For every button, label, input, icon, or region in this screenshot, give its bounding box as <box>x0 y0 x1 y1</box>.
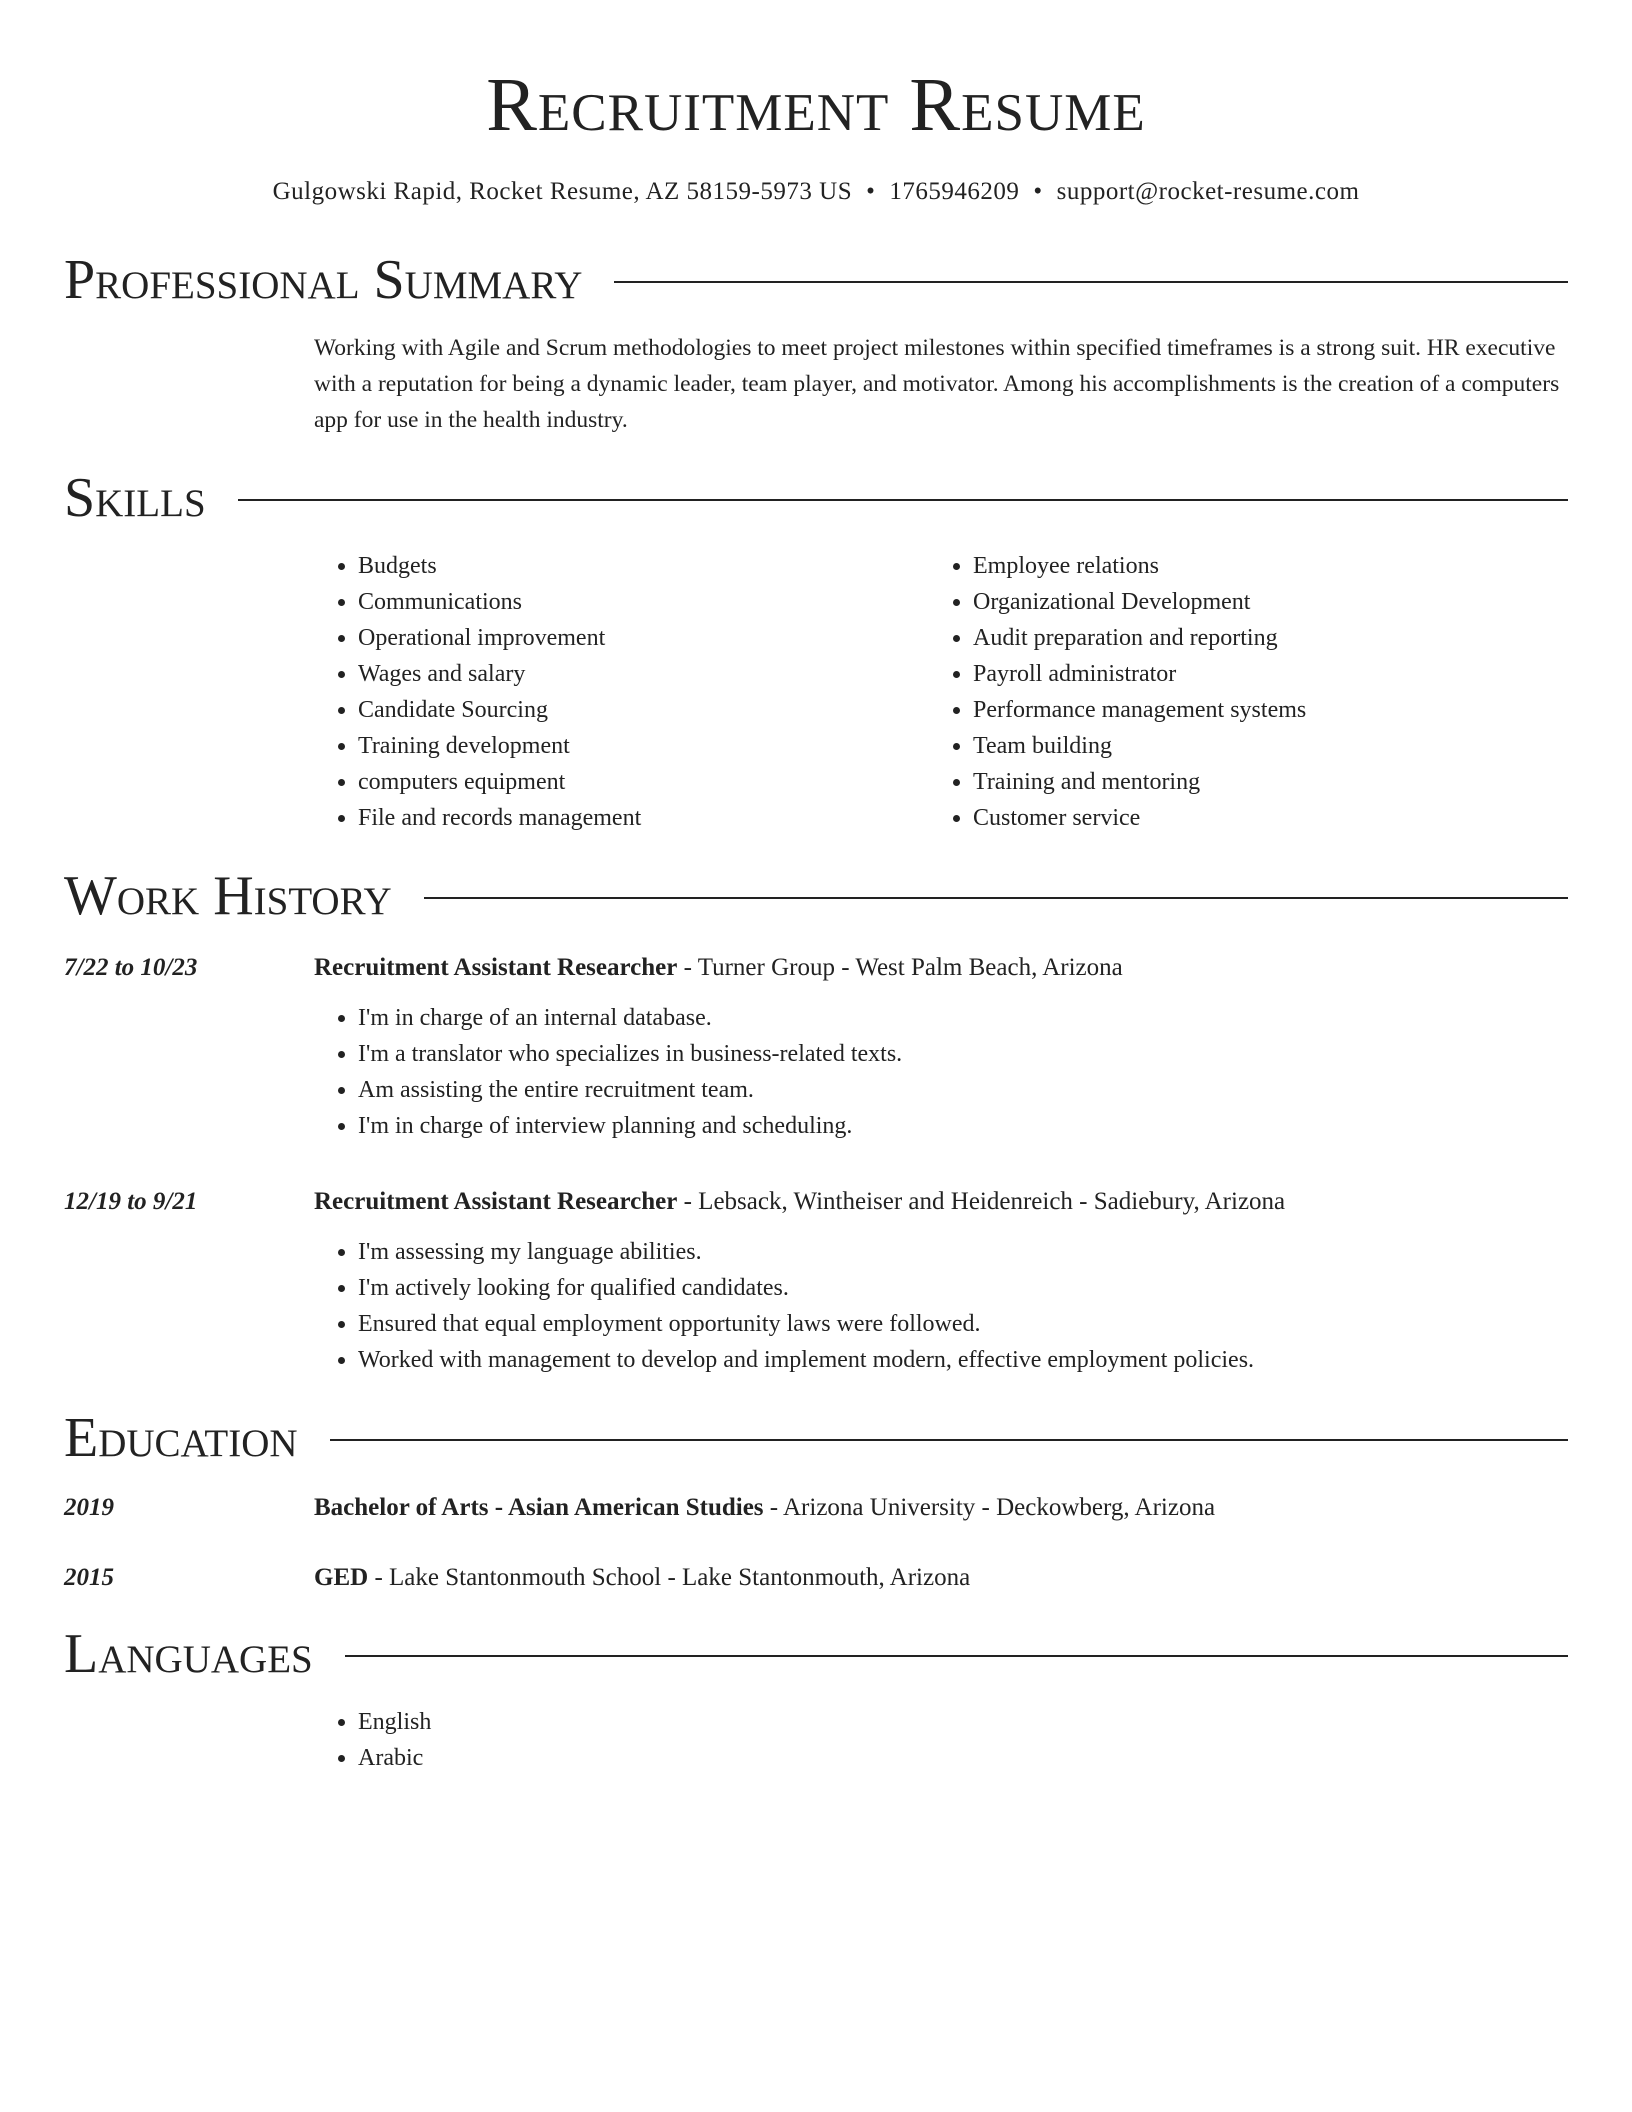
section-header-education <box>64 1406 1568 1470</box>
contact-line <box>64 176 1568 208</box>
skill-item: • Wages and salary <box>358 656 929 692</box>
work-date: 12/19 to 9/21 <box>64 1188 198 1215</box>
work-headline <box>314 1184 1568 1220</box>
education-entry <box>64 1490 1568 1526</box>
contact-separator: • <box>866 178 876 205</box>
section-divider <box>614 281 1568 283</box>
language-item: • Arabic <box>358 1740 1568 1776</box>
skills-list-left <box>314 548 929 836</box>
section-title-languages: Languages <box>64 1623 313 1685</box>
duty-item: • Ensured that equal employment opportunity laws were followed. <box>358 1306 1568 1342</box>
school: - Arizona University - Deckowberg, Arizona <box>763 1494 1216 1521</box>
job-title: Recruitment Assistant Researcher <box>314 1188 678 1215</box>
work-entry <box>64 1184 1568 1378</box>
job-employer: - Lebsack, Wintheiser and Heidenreich - Sadiebury, Arizona <box>677 1188 1286 1215</box>
duty-item: • I'm actively looking for qualified candidates. <box>358 1270 1568 1306</box>
education-year: 2015 <box>64 1564 114 1591</box>
job-duties <box>314 1000 1568 1144</box>
languages-list <box>314 1704 1568 1776</box>
resume-title: Recruitment Resume <box>486 63 1146 147</box>
skill-item: • Budgets <box>358 548 929 584</box>
degree: Bachelor of Arts - Asian American Studies <box>314 1494 764 1521</box>
job-duties <box>314 1234 1568 1378</box>
section-divider <box>424 897 1568 899</box>
degree: GED <box>314 1564 369 1591</box>
languages-block <box>314 1704 1568 1776</box>
section-title-education: Education <box>64 1407 298 1469</box>
section-title-summary: Professional Summary <box>64 249 583 311</box>
skills-grid <box>314 548 1568 836</box>
duty-item: • Am assisting the entire recruitment team. <box>358 1072 1568 1108</box>
summary-text: Working with Agile and Scrum methodologies to meet project milestones within specified timeframes is a strong suit. HR executive with a reputation for being a dynamic leader, team player, and motivator. Among his accomplishments is the creation of a computers app for use in the health industry. <box>314 335 1560 433</box>
contact-address: Gulgowski Rapid, Rocket Resume, AZ 58159-5973 US <box>272 178 853 205</box>
section-header-skills <box>64 466 1568 530</box>
job-employer: - Turner Group - West Palm Beach, Arizona <box>677 954 1123 981</box>
contact-phone: 1765946209 <box>889 178 1020 205</box>
contact-email: support@rocket-resume.com <box>1056 178 1360 205</box>
duty-item: • I'm a translator who specializes in business-related texts. <box>358 1036 1568 1072</box>
education-entry <box>64 1560 1568 1596</box>
section-header-work <box>64 864 1568 928</box>
skill-item: • Team building <box>973 728 1568 764</box>
section-header-summary <box>64 248 1568 312</box>
work-headline <box>314 950 1568 986</box>
skill-item: • Training development <box>358 728 929 764</box>
language-item: • English <box>358 1704 1568 1740</box>
skill-item: • Organizational Development <box>973 584 1568 620</box>
work-date: 7/22 to 10/23 <box>64 954 198 981</box>
section-divider <box>345 1655 1568 1657</box>
education-headline <box>314 1490 1568 1526</box>
skill-item: • Payroll administrator <box>973 656 1568 692</box>
duty-item: • I'm in charge of an internal database. <box>358 1000 1568 1036</box>
education-headline <box>314 1560 1568 1596</box>
duty-item: • I'm in charge of interview planning and scheduling. <box>358 1108 1568 1144</box>
skill-item: • Audit preparation and reporting <box>973 620 1568 656</box>
work-entry <box>64 950 1568 1144</box>
skill-item: • Operational improvement <box>358 620 929 656</box>
contact-separator: • <box>1033 178 1043 205</box>
skills-list-right <box>929 548 1568 836</box>
skill-item: • File and records management <box>358 800 929 836</box>
job-title: Recruitment Assistant Researcher <box>314 954 678 981</box>
skill-item: • Customer service <box>973 800 1568 836</box>
skill-item: • Candidate Sourcing <box>358 692 929 728</box>
education-year: 2019 <box>64 1494 114 1521</box>
skill-item: • Performance management systems <box>973 692 1568 728</box>
skill-item: • computers equipment <box>358 764 929 800</box>
skill-item: • Communications <box>358 584 929 620</box>
section-divider <box>238 499 1568 501</box>
school: - Lake Stantonmouth School - Lake Stantonmouth, Arizona <box>368 1564 971 1591</box>
skill-item: • Employee relations <box>973 548 1568 584</box>
section-header-languages <box>64 1622 1568 1686</box>
skill-item: • Training and mentoring <box>973 764 1568 800</box>
section-divider <box>330 1439 1568 1441</box>
duty-item: • I'm assessing my language abilities. <box>358 1234 1568 1270</box>
section-title-work: Work History <box>64 865 392 927</box>
section-title-skills: Skills <box>64 467 206 529</box>
duty-item: • Worked with management to develop and implement modern, effective employment policies. <box>358 1342 1568 1378</box>
